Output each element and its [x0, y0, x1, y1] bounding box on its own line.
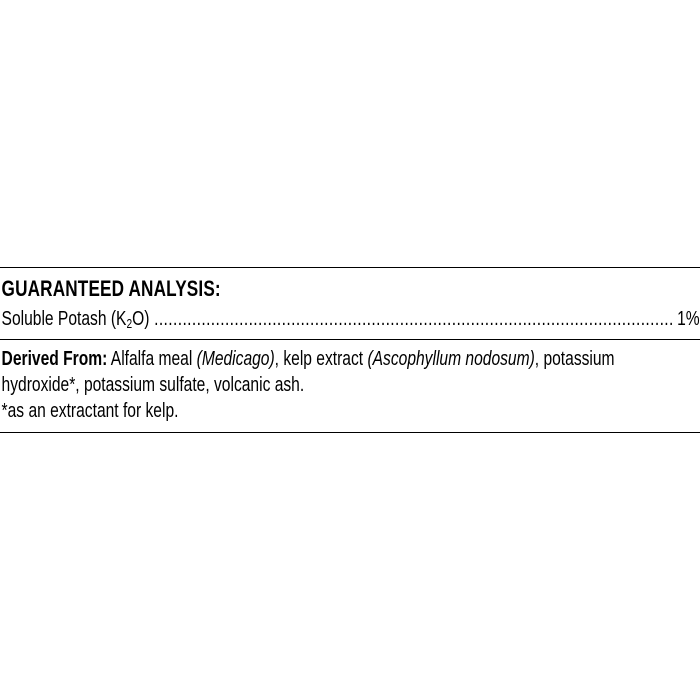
nutrient-value: 1% [677, 308, 700, 330]
middle-rule [0, 339, 700, 340]
nutrient-name-part: Soluble Potash (K [1, 308, 127, 330]
nutrient-subscript: 2 [126, 316, 133, 331]
section-heading: GUARANTEED ANALYSIS: [1, 276, 221, 301]
guaranteed-analysis-panel [0, 267, 700, 433]
derived-from-heading: Derived From: [1, 348, 108, 370]
derived-text-part: , kelp extract [274, 348, 368, 370]
top-rule [0, 267, 700, 268]
derived-text-line2: hydroxide*, potassium sulfate, volcanic ash. [1, 374, 305, 396]
scientific-name: (Medicago) [196, 348, 275, 370]
nutrient-row-soluble-potash [2, 306, 700, 332]
nutrient-name-part-end: O) [132, 308, 150, 330]
derived-text-part: , potassium [534, 348, 615, 370]
bottom-rule [0, 432, 700, 433]
footnote: *as an extractant for kelp. [1, 400, 179, 422]
dot-leader [154, 306, 672, 332]
analysis-section [0, 277, 700, 332]
derived-text-part: Alfalfa meal [107, 348, 197, 370]
nutrient-name [2, 306, 150, 332]
derived-from-text [2, 346, 700, 398]
derived-section [0, 346, 700, 424]
scientific-name: (Ascophyllum nodosum) [367, 348, 535, 370]
